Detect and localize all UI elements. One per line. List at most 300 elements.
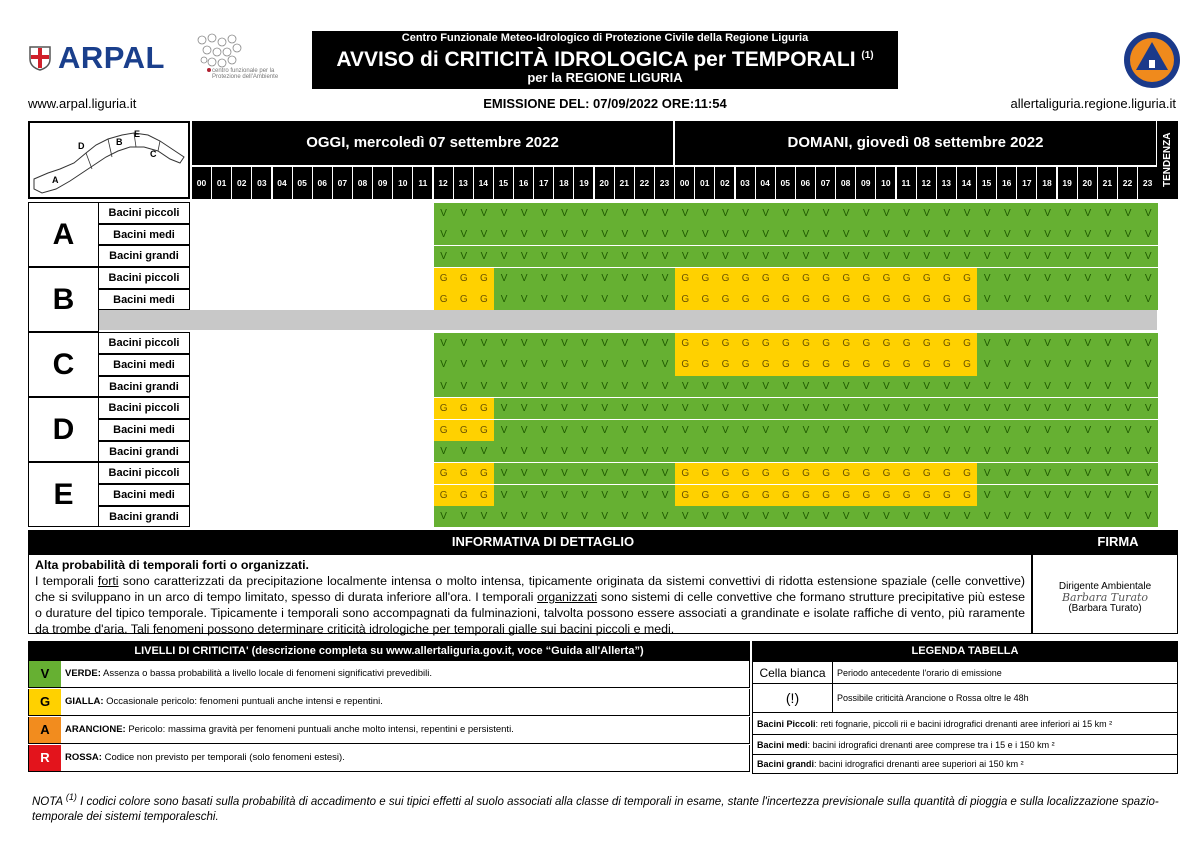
- hour-header-today-12: 12: [434, 167, 453, 199]
- alert-cell: V: [776, 203, 796, 224]
- alert-cell: V: [615, 485, 635, 506]
- alert-cell: V: [554, 333, 574, 354]
- alert-cell: V: [997, 333, 1017, 354]
- alert-cell: V: [816, 420, 836, 441]
- legend-white-cell-label: Cella bianca: [752, 661, 833, 684]
- alert-cell: V: [957, 246, 977, 267]
- alert-cell: V: [655, 224, 675, 245]
- info-text-2: sono caratterizzati da precipitazione localmente intensa o molto intensa, tipicamente originata da sistemi convettivi di ridotta estensione spaziale (celle convettive) che si sviluppano in un arco di tempo limitato, spesso di durata inferiore all'ora. I temporali: [35, 574, 1025, 604]
- alert-cell: V: [977, 268, 997, 289]
- alert-cell: V: [695, 420, 715, 441]
- alert-cell: V: [1098, 463, 1118, 484]
- alert-cell: G: [776, 268, 796, 289]
- alert-cell: V: [876, 224, 896, 245]
- alert-cell: G: [836, 333, 856, 354]
- alert-cell: V: [1037, 376, 1057, 397]
- alert-cell: V: [856, 246, 876, 267]
- alert-cell: V: [1058, 485, 1078, 506]
- alert-cell: V: [957, 203, 977, 224]
- hour-header-today-20: 20: [595, 167, 614, 199]
- legend-white-cell-desc: Periodo antecedente l'orario di emissione: [832, 661, 1178, 684]
- alert-cell: V: [1098, 354, 1118, 375]
- alert-cell: V: [615, 398, 635, 419]
- levels-header: LIVELLI DI CRITICITA' (descrizione completa su www.allertaliguria.gov.it, voce “Guida all'Allerta”): [28, 641, 750, 661]
- hour-header-tomorrow-10: 10: [876, 167, 895, 199]
- alert-cell: G: [736, 485, 756, 506]
- alert-cell: G: [675, 354, 695, 375]
- alert-cell: V: [1118, 203, 1138, 224]
- alert-cell: G: [897, 333, 917, 354]
- alert-cell: V: [454, 441, 474, 462]
- alert-cell: V: [655, 246, 675, 267]
- alert-cell: V: [1138, 463, 1158, 484]
- alert-cell: V: [736, 441, 756, 462]
- signature-box: [1032, 554, 1178, 634]
- alert-cell: V: [494, 354, 514, 375]
- alert-cell: V: [615, 224, 635, 245]
- row-label-b-0: Bacini piccoli: [99, 267, 190, 289]
- molecule-logo-icon: [192, 30, 282, 90]
- alert-cell: V: [897, 420, 917, 441]
- alert-cell: V: [434, 354, 454, 375]
- alert-cell: V: [514, 224, 534, 245]
- row-label-d-2: Bacini grandi: [99, 441, 190, 463]
- alert-cell: V: [675, 246, 695, 267]
- alert-cell: V: [876, 246, 896, 267]
- alert-cell: V: [756, 506, 776, 527]
- alert-cell: V: [514, 354, 534, 375]
- alert-cell: V: [1017, 376, 1037, 397]
- alert-cell: V: [796, 441, 816, 462]
- row-label-a-1: Bacini medi: [99, 224, 190, 246]
- alert-cell: G: [876, 268, 896, 289]
- alert-cell: V: [554, 441, 574, 462]
- map-label-e: E: [134, 129, 141, 139]
- alert-cell: V: [1098, 224, 1118, 245]
- alert-cell: V: [1037, 333, 1057, 354]
- alert-cell: G: [695, 463, 715, 484]
- alert-cell: V: [876, 398, 896, 419]
- alert-cell: V: [574, 376, 594, 397]
- hour-header-today-01: 01: [212, 167, 231, 199]
- alert-cell: V: [756, 441, 776, 462]
- alert-cell: V: [796, 203, 816, 224]
- hour-header-today-16: 16: [514, 167, 533, 199]
- alert-cell: V: [615, 289, 635, 310]
- row-label-d-1: Bacini medi: [99, 419, 190, 441]
- alert-cell: V: [534, 420, 554, 441]
- alert-cell: V: [1098, 420, 1118, 441]
- level-desc: Assenza o bassa probabilità a livello locale di fenomeni significativi prevedibili.: [100, 668, 433, 679]
- alert-cell: V: [635, 398, 655, 419]
- alert-cell: V: [937, 398, 957, 419]
- alert-cell: V: [796, 376, 816, 397]
- alert-cell: V: [1078, 333, 1098, 354]
- footnote-prefix: NOTA: [32, 795, 66, 808]
- alert-cell: V: [997, 398, 1017, 419]
- alert-cell: V: [1078, 398, 1098, 419]
- alert-cell: G: [756, 485, 776, 506]
- alert-cell: V: [917, 246, 937, 267]
- hour-header-today-05: 05: [293, 167, 312, 199]
- alert-cell: V: [595, 246, 615, 267]
- alert-cell: V: [796, 398, 816, 419]
- level-name: GIALLA:: [65, 696, 104, 707]
- liguria-zones-map: [28, 121, 190, 199]
- alert-cell: V: [695, 398, 715, 419]
- alert-cell: G: [876, 354, 896, 375]
- alert-cell: G: [957, 268, 977, 289]
- alert-cell: G: [796, 333, 816, 354]
- level-name: VERDE:: [65, 668, 101, 679]
- alert-cell: G: [715, 289, 735, 310]
- alert-cell: V: [1138, 441, 1158, 462]
- alert-cell: G: [434, 420, 454, 441]
- alert-cell: G: [474, 485, 494, 506]
- alert-cell: V: [1078, 441, 1098, 462]
- alert-cell: V: [494, 376, 514, 397]
- alert-cell: G: [917, 463, 937, 484]
- alert-cell: G: [876, 463, 896, 484]
- alert-cell: G: [856, 333, 876, 354]
- alert-cell: V: [856, 420, 876, 441]
- alert-cell: V: [615, 441, 635, 462]
- alert-cell: V: [836, 420, 856, 441]
- row-label-c-1: Bacini medi: [99, 354, 190, 376]
- alert-cell: V: [675, 506, 695, 527]
- alert-cell: V: [997, 506, 1017, 527]
- alert-cell: V: [816, 224, 836, 245]
- footnote-text: I codici colore sono basati sulla probabilità di accadimento e sui tipici effetti al suolo associati alla classe di temporali in esame, stante l'incertezza previsionale sulla quantità di pioggia e sulla localizzazione spazio-temporale dei sistemi temporaleschi.: [32, 795, 1159, 823]
- alert-cell: G: [917, 289, 937, 310]
- alert-cell: V: [715, 376, 735, 397]
- alert-cell: G: [957, 333, 977, 354]
- hour-header-today-10: 10: [393, 167, 412, 199]
- alert-cell: V: [1058, 441, 1078, 462]
- alert-cell: G: [856, 289, 876, 310]
- alert-cell: V: [715, 506, 735, 527]
- alert-cell: V: [1017, 441, 1037, 462]
- row-label-e-1: Bacini medi: [99, 484, 190, 506]
- hour-header-tomorrow-21: 21: [1098, 167, 1117, 199]
- alert-cell: V: [635, 246, 655, 267]
- level-name: ARANCIONE:: [65, 724, 126, 735]
- title-region: per la REGIONE LIGURIA: [527, 70, 683, 85]
- alert-cell: V: [655, 463, 675, 484]
- legend-medium-basins: [752, 734, 1178, 755]
- legend-large-basins: [752, 754, 1178, 774]
- alert-cell: V: [776, 506, 796, 527]
- alert-cell: V: [615, 506, 635, 527]
- alert-cell: V: [1078, 289, 1098, 310]
- alert-cell: V: [1058, 354, 1078, 375]
- alert-cell: V: [736, 420, 756, 441]
- alert-cell: V: [997, 203, 1017, 224]
- alert-cell: G: [876, 333, 896, 354]
- alert-cell: V: [675, 441, 695, 462]
- alert-cell: V: [715, 420, 735, 441]
- alert-cell: V: [514, 420, 534, 441]
- alert-cell: G: [796, 463, 816, 484]
- alert-cell: G: [917, 333, 937, 354]
- hour-header-today-13: 13: [454, 167, 473, 199]
- info-header: [28, 530, 1178, 554]
- hour-header-tomorrow-18: 18: [1037, 167, 1056, 199]
- level-desc: Pericolo: massima gravità per fenomeni puntuali anche molto intensi, repentini e persistenti.: [125, 724, 514, 735]
- alert-cell: V: [715, 203, 735, 224]
- alert-cell: V: [756, 376, 776, 397]
- alert-cell: V: [937, 506, 957, 527]
- alert-cell: V: [1138, 354, 1158, 375]
- alert-cell: V: [574, 398, 594, 419]
- alert-cell: V: [635, 485, 655, 506]
- alert-cell: V: [1118, 420, 1138, 441]
- alert-cell: V: [655, 203, 675, 224]
- alert-cell: V: [957, 420, 977, 441]
- legend-small-basins: [752, 712, 1178, 735]
- alert-cell: V: [776, 246, 796, 267]
- alert-cell: G: [474, 398, 494, 419]
- alert-cell: V: [454, 224, 474, 245]
- alert-cell: V: [997, 224, 1017, 245]
- alert-cell: V: [655, 506, 675, 527]
- alert-cell: V: [816, 203, 836, 224]
- signer-name: (Barbara Turato): [1068, 603, 1142, 614]
- alert-cell: V: [635, 441, 655, 462]
- alert-cell: V: [1037, 246, 1057, 267]
- alert-cell: V: [595, 485, 615, 506]
- alert-cell: V: [796, 420, 816, 441]
- alert-cell: V: [977, 246, 997, 267]
- alert-cell: G: [897, 485, 917, 506]
- alert-cell: V: [836, 506, 856, 527]
- alert-cell: V: [655, 420, 675, 441]
- hour-header-tomorrow-00: 00: [675, 167, 694, 199]
- alert-cell: V: [715, 246, 735, 267]
- alert-cell: V: [756, 246, 776, 267]
- alert-cell: V: [977, 376, 997, 397]
- alert-cell: V: [937, 420, 957, 441]
- alert-cell: G: [917, 268, 937, 289]
- alert-cell: G: [474, 420, 494, 441]
- alert-cell: V: [856, 441, 876, 462]
- alert-cell: V: [534, 289, 554, 310]
- alert-cell: V: [474, 506, 494, 527]
- info-subtitle: Alta probabilità di temporali forti o organizzati.: [35, 558, 309, 572]
- row-label-e-2: Bacini grandi: [99, 506, 190, 528]
- arpal-logo: [28, 38, 168, 78]
- alert-cell: G: [776, 333, 796, 354]
- title-note-ref: (1): [861, 50, 874, 61]
- alert-cell: G: [836, 463, 856, 484]
- alert-cell: V: [1118, 485, 1138, 506]
- arpal-url-link[interactable]: www.arpal.liguria.it: [28, 96, 137, 111]
- alert-cell: V: [917, 376, 937, 397]
- level-swatch-g: G: [29, 689, 61, 715]
- alert-cell: G: [434, 289, 454, 310]
- level-text-g: [65, 689, 383, 715]
- info-text-forti: forti: [97, 574, 119, 588]
- alert-cell: V: [574, 289, 594, 310]
- alert-cell: G: [736, 463, 756, 484]
- alert-cell: V: [977, 289, 997, 310]
- cfm-logo-text: centro funzionale per la Protezione dell'Ambiente: [212, 68, 279, 80]
- alert-cell: V: [816, 246, 836, 267]
- alert-cell: V: [897, 224, 917, 245]
- alert-cell: V: [897, 506, 917, 527]
- alert-cell: G: [816, 485, 836, 506]
- alert-cell: V: [655, 441, 675, 462]
- alert-cell: V: [1058, 506, 1078, 527]
- alert-cell: V: [937, 203, 957, 224]
- alert-cell: V: [434, 203, 454, 224]
- alert-cell: G: [957, 289, 977, 310]
- row-label-a-0: Bacini piccoli: [99, 202, 190, 224]
- alert-cell: V: [474, 246, 494, 267]
- alert-cell: G: [736, 289, 756, 310]
- row-label-a-2: Bacini grandi: [99, 245, 190, 267]
- alert-cell: V: [1118, 354, 1138, 375]
- hour-header-today-18: 18: [554, 167, 573, 199]
- info-text-1: I temporali: [35, 574, 98, 588]
- allerta-url-link[interactable]: allertaliguria.regione.liguria.it: [1010, 96, 1176, 111]
- alert-cell: V: [1058, 376, 1078, 397]
- alert-cell: G: [796, 485, 816, 506]
- alert-cell: V: [937, 376, 957, 397]
- alert-cell: V: [554, 485, 574, 506]
- alert-cell: G: [756, 354, 776, 375]
- alert-cell: V: [736, 398, 756, 419]
- alert-cell: G: [897, 268, 917, 289]
- alert-cell: V: [534, 398, 554, 419]
- alert-cell: V: [695, 376, 715, 397]
- alert-cell: V: [595, 224, 615, 245]
- alert-cell: V: [1017, 333, 1037, 354]
- alert-cell: V: [595, 463, 615, 484]
- alert-cell: V: [494, 441, 514, 462]
- alert-cell: G: [876, 485, 896, 506]
- alert-cell: G: [675, 463, 695, 484]
- alert-cell: V: [1138, 246, 1158, 267]
- alert-cell: G: [856, 485, 876, 506]
- alert-cell: V: [1078, 203, 1098, 224]
- hour-header-tomorrow-04: 04: [756, 167, 775, 199]
- alert-cell: V: [635, 463, 655, 484]
- legend-small-basins-desc: : reti fognarie, piccoli rii e bacini idrografici drenanti aree inferiori ai 15 km ²: [815, 718, 1113, 729]
- alert-cell: G: [937, 354, 957, 375]
- alert-cell: V: [836, 441, 856, 462]
- alert-cell: V: [494, 289, 514, 310]
- alert-cell: V: [1017, 463, 1037, 484]
- alert-cell: V: [1078, 268, 1098, 289]
- hour-header-today-04: 04: [273, 167, 292, 199]
- alert-cell: V: [595, 354, 615, 375]
- alert-cell: V: [474, 376, 494, 397]
- alert-cell: V: [494, 398, 514, 419]
- alert-cell: V: [514, 333, 534, 354]
- level-swatch-v: V: [29, 661, 61, 687]
- alert-cell: V: [715, 398, 735, 419]
- hour-header-today-14: 14: [474, 167, 493, 199]
- day-header-tomorrow: DOMANI, giovedì 08 settembre 2022: [675, 121, 1156, 165]
- alert-cell: V: [534, 268, 554, 289]
- alert-cell: V: [1118, 268, 1138, 289]
- alert-cell: G: [937, 485, 957, 506]
- alert-cell: V: [554, 506, 574, 527]
- alert-cell: V: [675, 398, 695, 419]
- alert-cell: G: [675, 289, 695, 310]
- alert-cell: V: [514, 268, 534, 289]
- alert-cell: V: [1017, 485, 1037, 506]
- alert-cell: G: [454, 420, 474, 441]
- level-desc: Codice non previsto per temporali (solo fenomeni estesi).: [101, 752, 345, 763]
- zone-label-d: D: [28, 397, 99, 462]
- alert-cell: V: [1058, 398, 1078, 419]
- alert-cell: G: [695, 289, 715, 310]
- alert-cell: G: [796, 289, 816, 310]
- hour-header-today-00: 00: [192, 167, 211, 199]
- alert-cell: G: [675, 268, 695, 289]
- signer-role: Dirigente Ambientale: [1058, 581, 1152, 592]
- alert-cell: V: [655, 376, 675, 397]
- alert-cell: V: [856, 506, 876, 527]
- hour-header-tomorrow-01: 01: [695, 167, 714, 199]
- alert-cell: G: [897, 463, 917, 484]
- alert-cell: G: [836, 354, 856, 375]
- alert-cell: V: [1037, 441, 1057, 462]
- alert-cell: G: [454, 463, 474, 484]
- map-label-a: A: [52, 175, 59, 185]
- alert-cell: V: [897, 441, 917, 462]
- alert-cell: V: [615, 333, 635, 354]
- alert-cell: V: [776, 420, 796, 441]
- alert-cell: V: [655, 485, 675, 506]
- alert-cell: V: [997, 441, 1017, 462]
- alert-cell: V: [1037, 506, 1057, 527]
- alert-cell: V: [635, 224, 655, 245]
- alert-cell: V: [554, 246, 574, 267]
- map-label-c: C: [150, 149, 157, 159]
- alert-cell: V: [1098, 376, 1118, 397]
- alert-cell: V: [977, 398, 997, 419]
- alert-cell: G: [756, 333, 776, 354]
- row-label-c-0: Bacini piccoli: [99, 332, 190, 354]
- alert-cell: V: [615, 246, 635, 267]
- alert-cell: G: [736, 268, 756, 289]
- alert-cell: V: [977, 203, 997, 224]
- alert-cell: V: [1118, 398, 1138, 419]
- alert-cell: V: [454, 354, 474, 375]
- alert-cell: G: [434, 398, 454, 419]
- alert-cell: V: [494, 246, 514, 267]
- hour-header-tomorrow-07: 07: [816, 167, 835, 199]
- alert-cell: V: [595, 268, 615, 289]
- alert-cell: V: [695, 203, 715, 224]
- alert-cell: V: [514, 289, 534, 310]
- alert-cell: V: [997, 268, 1017, 289]
- footnote: [32, 790, 1182, 825]
- liguria-map-icon: [30, 123, 188, 197]
- alert-cell: V: [1078, 354, 1098, 375]
- alert-cell: V: [1058, 224, 1078, 245]
- alert-cell: V: [695, 506, 715, 527]
- alert-cell: V: [454, 333, 474, 354]
- zone-b-missing-row: [99, 310, 1157, 330]
- alert-cell: V: [977, 485, 997, 506]
- alert-cell: V: [1037, 463, 1057, 484]
- alert-cell: V: [876, 376, 896, 397]
- alert-cell: V: [715, 224, 735, 245]
